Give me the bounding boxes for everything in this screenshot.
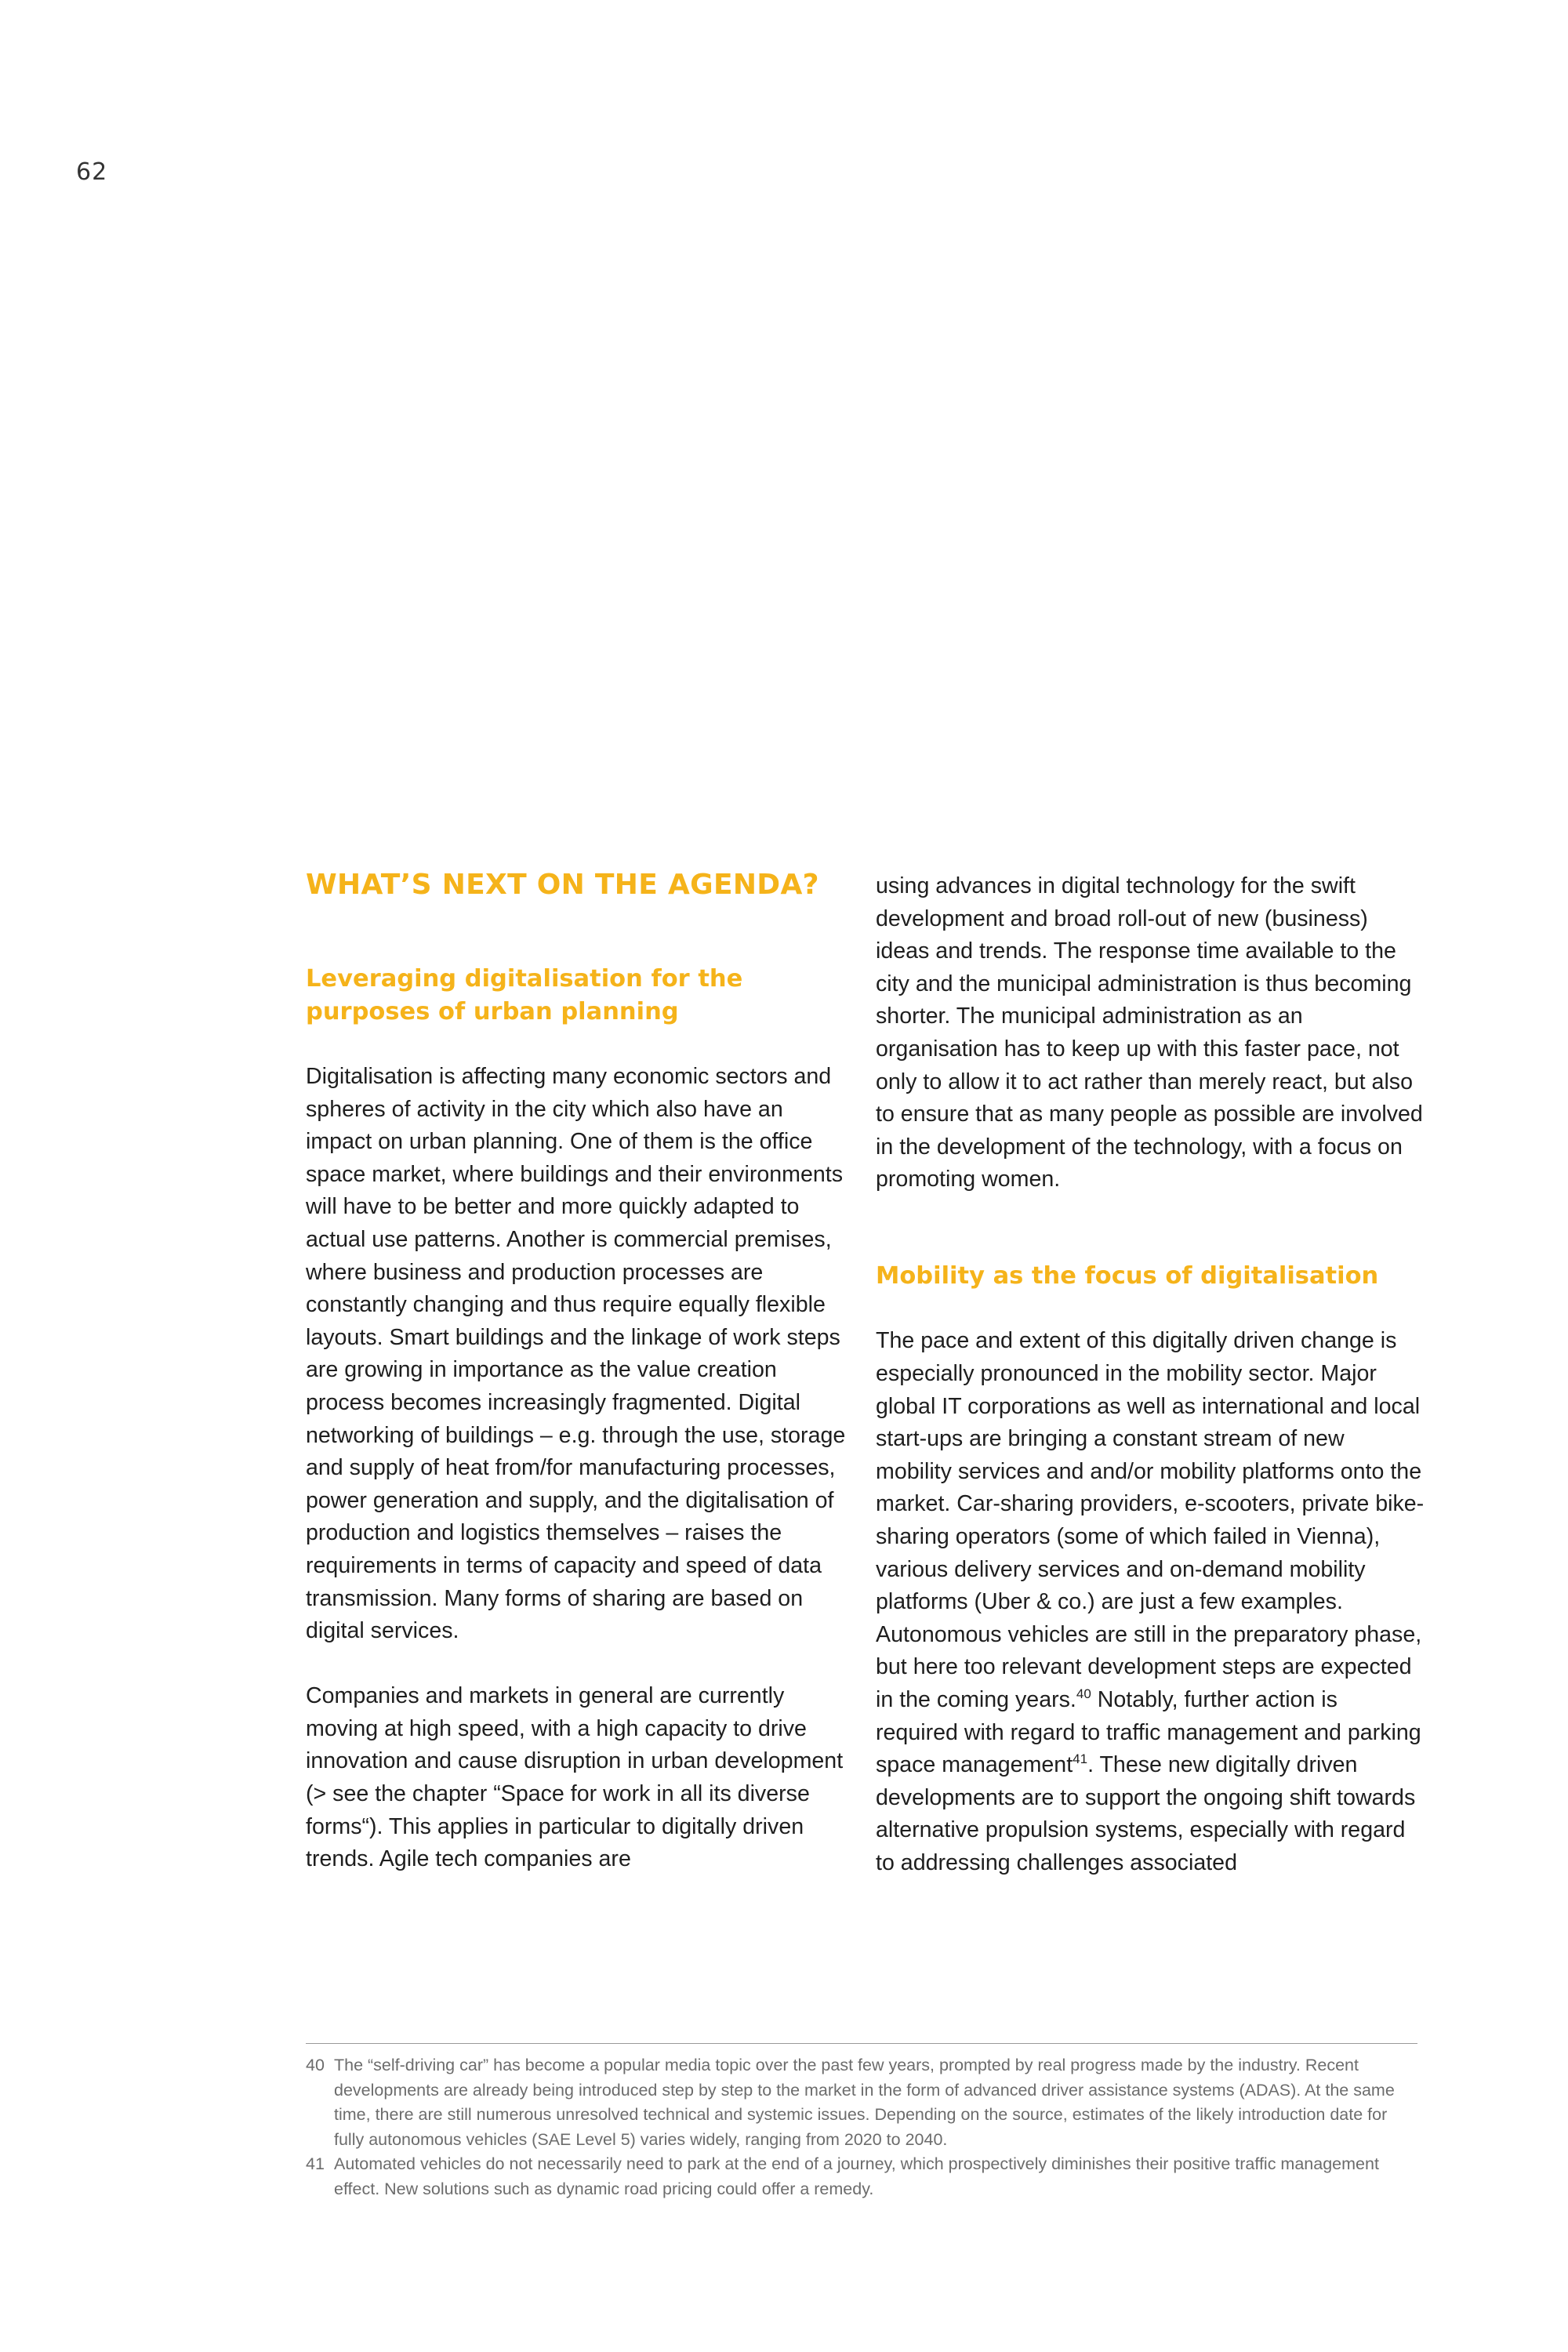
right-column: [876, 870, 1425, 1880]
paragraph-digitalisation-sectors: Digitalisation is affecting many economic sectors and spheres of activity in the city which also have an impact on urban planning. One of them is the office space market, where buildings and their environments will have to be better and more quickly adapted to actual use patterns. Another is commercial premises, where business and production processes are constantly changing and thus require equally flexible layouts. Smart buildings and the linkage of work steps are growing in importance as the value creation process becomes increasingly fragmented. Digital networking of buildings – e.g. through the use, storage and supply of heat from/for manufacturing processes, power generation and supply, and the digitalisation of production and logistics themselves – raises the requirements in terms of capacity and speed of data transmission. Many forms of sharing are based on digital services.: [306, 1064, 846, 1644]
section-heading: WHAT’S NEXT ON THE AGENDA?: [306, 869, 819, 901]
page-number: 62: [76, 158, 108, 186]
footnote-40: [306, 2053, 1419, 2152]
footnote-text: Automated vehicles do not necessarily need to park at the end of a journey, which prospectively diminishes their positive traffic management effect. New solutions such as dynamic road pricing could offer a remedy.: [334, 2154, 1379, 2198]
footnote-ref-41: 41: [1073, 1751, 1088, 1767]
paragraph-continuation: using advances in digital technology for the swift development and broad roll-out of new (business) ideas and trends. The response time available to the city and the municipal administration is thus becoming shorter. The municipal administration as an organisation has to keep up with this faster pace, not only to allow it to act rather than merely react, but also to ensure that as many people as possible are involved in the development of the technology, with a focus on promoting women.: [876, 873, 1423, 1192]
paragraph-mobility: [876, 1325, 1425, 1879]
mobility-text-part1: The pace and extent of this digitally driven change is especially pronounced in the mobility sector. Major global IT corporations as well as international and local start-ups are bringing a constant stream of new mobility services and and/or mobility platforms onto the market. Car-sharing providers, e-scooters, private bike-sharing operators (some of which failed in Vienna), various delivery services and on-demand mobility platforms (Uber & co.) are just a few examples. Autonomous vehicles are still in the preparatory phase, but here too relevant development steps are expected in the coming years.: [876, 1328, 1425, 1712]
footnote-number: 40: [306, 2056, 325, 2074]
paragraph-companies-markets: Companies and markets in general are currently moving at high speed, with a high capacity to drive innovation and cause disruption in urban development (> see the chapter “Space for work in all its diverse forms“). This applies in particular to digitally driven trends. Agile tech companies are: [306, 1683, 844, 1872]
footnote-ref-40: 40: [1076, 1686, 1091, 1701]
footnote-divider: [306, 2043, 1417, 2044]
subheading-digitalisation-urban-planning: Leveraging digitalisation for the purposes of urban planning: [306, 965, 743, 1025]
footnote-number: 41: [306, 2154, 325, 2173]
footnotes: [306, 2053, 1419, 2201]
mobility-text-part3: . These new digitally driven developments are to support the ongoing shift towards alternative propulsion systems, especially with regard to addressing challenges associated: [876, 1752, 1416, 1875]
footnote-41: [306, 2152, 1419, 2201]
left-column: [306, 866, 847, 1876]
subheading-mobility: Mobility as the focus of digitalisation: [876, 1261, 1379, 1290]
footnote-text: The “self-driving car” has become a popular media topic over the past few years, prompted by real progress made by the industry. Recent developments are already being introduced step by step to the market in the form of advanced driver assistance systems (ADAS). At the same time, there are still numerous unresolved technical and systemic issues. Depending on the source, estimates of the likely introduction date for fully autonomous vehicles (SAE Level 5) varies widely, ranging from 2020 to 2040.: [334, 2056, 1395, 2149]
mobility-text-part2: Notably, further action is required with regard to traffic management and parking space management: [876, 1686, 1421, 1778]
